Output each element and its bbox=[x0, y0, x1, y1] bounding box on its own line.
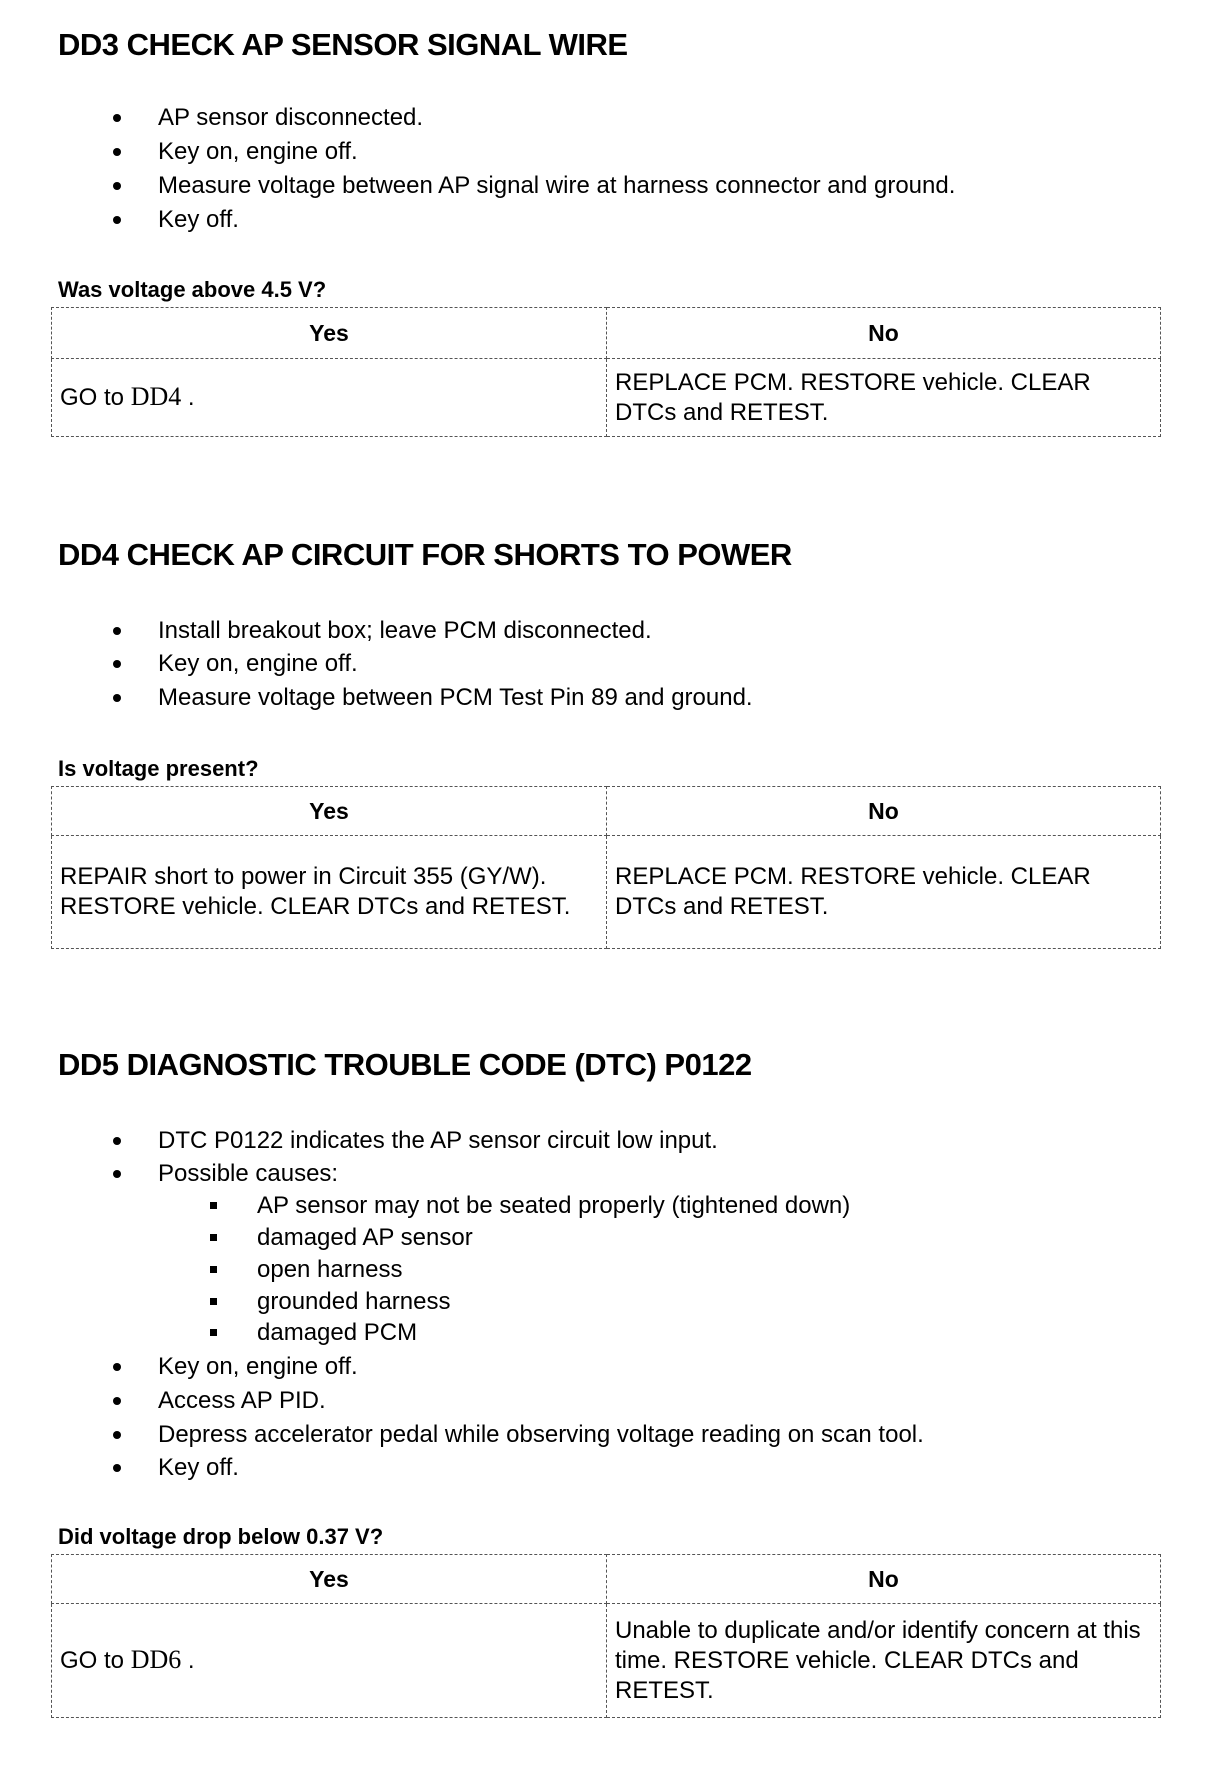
question: Is voltage present? bbox=[58, 756, 259, 781]
yes-cell: GO to DD6 . bbox=[52, 1604, 607, 1718]
no-header: No bbox=[607, 787, 1161, 836]
section-title-dd4: DD4 CHECK AP CIRCUIT FOR SHORTS TO POWER bbox=[58, 537, 792, 572]
yes-cell: REPAIR short to power in Circuit 355 (GY/W). RESTORE vehicle. CLEAR DTCs and RETEST. bbox=[52, 836, 607, 949]
bullet-icon bbox=[113, 182, 121, 190]
square-bullet-icon bbox=[210, 1298, 217, 1305]
bullet-icon bbox=[113, 114, 121, 122]
dd6-link[interactable]: DD6 bbox=[130, 1645, 182, 1674]
yes-header: Yes bbox=[52, 308, 607, 359]
section-title-dd5: DD5 DIAGNOSTIC TROUBLE CODE (DTC) P0122 bbox=[58, 1047, 752, 1082]
bullet-icon bbox=[113, 627, 121, 635]
decision-table-dd3 bbox=[51, 307, 1161, 437]
yes-header: Yes bbox=[52, 787, 607, 836]
question: Was voltage above 4.5 V? bbox=[58, 277, 327, 302]
no-header: No bbox=[607, 1555, 1161, 1604]
bullet-icon bbox=[113, 694, 121, 702]
bullet-icon bbox=[113, 1397, 121, 1405]
square-bullet-icon bbox=[210, 1266, 217, 1273]
yes-cell: GO to DD4 . bbox=[52, 359, 607, 437]
section-title-dd3: DD3 CHECK AP SENSOR SIGNAL WIRE bbox=[58, 27, 628, 62]
bullet-icon bbox=[113, 148, 121, 156]
dd4-link[interactable]: DD4 bbox=[130, 382, 182, 411]
bullet-icon bbox=[113, 660, 121, 668]
square-bullet-icon bbox=[210, 1202, 217, 1209]
no-cell: Unable to duplicate and/or identify concern at this time. RESTORE vehicle. CLEAR DTCs and RETEST. bbox=[607, 1604, 1161, 1718]
bullet-icon bbox=[113, 1137, 121, 1145]
bullet-icon bbox=[113, 1464, 121, 1472]
bullet-icon bbox=[113, 1363, 121, 1371]
square-bullet-icon bbox=[210, 1234, 217, 1241]
decision-table-dd5 bbox=[51, 1554, 1161, 1718]
question: Did voltage drop below 0.37 V? bbox=[58, 1524, 384, 1549]
no-cell: REPLACE PCM. RESTORE vehicle. CLEAR DTCs and RETEST. bbox=[607, 836, 1161, 949]
square-bullet-icon bbox=[210, 1329, 217, 1336]
no-header: No bbox=[607, 308, 1161, 359]
bullet-icon bbox=[113, 1431, 121, 1439]
bullet-icon bbox=[113, 216, 121, 224]
yes-header: Yes bbox=[52, 1555, 607, 1604]
no-cell: REPLACE PCM. RESTORE vehicle. CLEAR DTCs and RETEST. bbox=[607, 359, 1161, 437]
bullet-icon bbox=[113, 1170, 121, 1178]
decision-table-dd4 bbox=[51, 786, 1161, 949]
